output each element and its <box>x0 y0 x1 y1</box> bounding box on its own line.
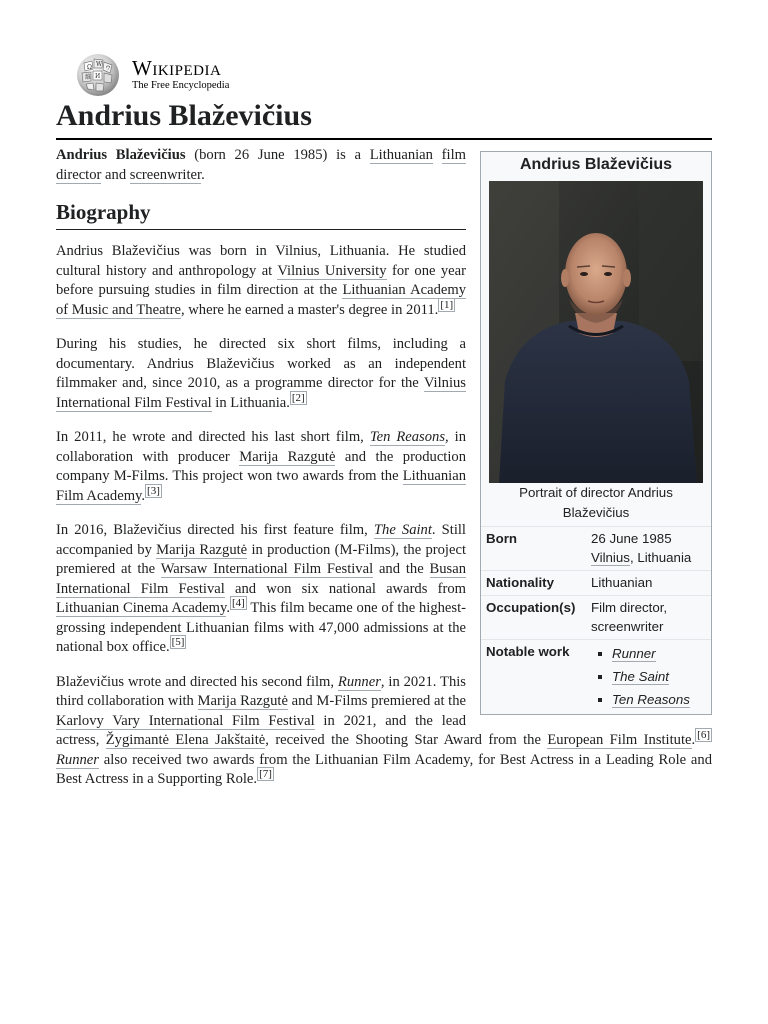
portrait-image[interactable] <box>489 181 703 483</box>
link-marija-razgute[interactable]: Marija Razgutė <box>239 448 336 465</box>
page-title: Andrius Blaževičius <box>56 98 712 140</box>
text: (born 26 June 1985) is a <box>185 147 370 163</box>
link-runner-film[interactable]: Runner <box>56 751 99 768</box>
link-lithuanian-academy-music-theatre[interactable]: Lithuanian Academy of Music and Theatre <box>56 282 466 318</box>
occupation-value: Film director, screenwriter <box>591 600 668 634</box>
notable-work-value <box>591 642 706 711</box>
text: In 2016, Blaževičius directed his first feature film, <box>56 522 374 538</box>
link-screenwriter[interactable]: screenwriter <box>129 166 202 183</box>
text: Blaževičius wrote and directed his second film, <box>56 673 338 690</box>
reference-6[interactable]: [6] <box>697 729 710 742</box>
link-vilnius-film-festival[interactable]: Vilnius International Film Festival <box>56 375 466 411</box>
notable-work-label: Notable work <box>486 644 570 659</box>
section-heading-biography: Biography <box>56 199 466 230</box>
reference-1[interactable]: [1] <box>440 298 454 311</box>
infobox <box>480 151 712 715</box>
born-value <box>591 529 706 567</box>
infobox-row-occupation <box>481 595 711 639</box>
text: and <box>101 166 130 183</box>
link-film-director[interactable]: film director <box>56 147 466 183</box>
infobox-caption: Portrait of director Andrius Blaževičius <box>519 485 673 520</box>
text: and won six national awards from <box>224 580 466 597</box>
link-ten-reasons[interactable]: Ten Reasons <box>612 692 690 707</box>
link-marija-razgute[interactable]: Marija Razgutė <box>197 693 288 709</box>
link-lithuanian-cinema-academy[interactable]: Lithuanian Cinema Academy <box>56 600 227 616</box>
text: , received the Shooting Star Award from the <box>265 732 548 748</box>
text: . <box>141 487 146 504</box>
text: also received two awards from the Lithuanian Film Academy, for Best Actress in a Leading Role and Best Actress in a Supporting Role. <box>56 751 712 787</box>
site-logo[interactable] <box>74 52 712 98</box>
text: in 2021, and the lead actress, <box>56 712 466 748</box>
link-ten-reasons-film[interactable]: Ten Reasons <box>369 429 446 445</box>
list-item <box>612 688 706 711</box>
nationality-value: Lithuanian <box>591 575 653 590</box>
link-the-saint-film[interactable]: The Saint <box>373 522 432 538</box>
reference-5[interactable]: [5] <box>171 636 185 649</box>
wikipedia-globe-icon <box>74 53 122 97</box>
subject-name: Andrius Blaževičius <box>56 147 186 163</box>
text: . <box>201 166 205 183</box>
link-the-saint[interactable]: The Saint <box>612 669 669 684</box>
text: During his studies, he directed six short films, including a documentary. Andrius Blaževičius worked as an independent filmmaker and, since 2010, as a programme director for the <box>56 336 466 391</box>
text: In 2011, he wrote and directed his last short film, <box>56 429 370 445</box>
text: in production (M-Films), the project premiered at the <box>56 541 466 577</box>
site-name: Wikipedia <box>132 56 222 81</box>
link-vilnius-university[interactable]: Vilnius University <box>277 262 387 279</box>
article-body <box>56 146 712 790</box>
svg-text:維: 維 <box>85 74 92 81</box>
link-warsaw-film-festival[interactable]: Warsaw International Film Festival <box>160 561 374 577</box>
link-karlovy-vary-film-festival[interactable]: Karlovy Vary International Film Festival <box>56 712 315 729</box>
infobox-title: Andrius Blaževičius <box>519 156 673 173</box>
reference-4[interactable]: [4] <box>232 597 245 610</box>
text: Andrius Blaževičius was born in Vilnius, Lithuania. He studied cultural history and anthropology at <box>56 243 466 279</box>
link-vilnius[interactable]: Vilnius <box>591 550 630 565</box>
link-european-film-institute[interactable]: European Film Institute <box>547 732 692 748</box>
born-label: Born <box>486 531 518 546</box>
born-place-rest: , Lithuania <box>629 550 692 565</box>
text: . Still accompanied by <box>56 522 466 558</box>
text: . <box>691 732 696 748</box>
article-page <box>56 52 712 805</box>
text <box>433 147 442 163</box>
link-zygimante-elena-jakstaite[interactable]: Žygimantė Elena Jakštaitė <box>105 732 266 748</box>
text: This film became one of the highest-grossing independent Lithuanian films with 47,000 admissions at the national box office. <box>56 600 466 655</box>
notable-work-list <box>591 642 706 711</box>
svg-text:ウ: ウ <box>105 65 112 72</box>
link-lithuanian[interactable]: Lithuanian <box>369 147 433 163</box>
svg-text:Ω: Ω <box>87 64 92 71</box>
reference-7[interactable]: [7] <box>259 768 272 781</box>
born-date: 26 June 1985 <box>591 531 672 546</box>
text: and the <box>373 561 430 577</box>
link-runner-film[interactable]: Runner <box>337 673 381 690</box>
infobox-row-notable-work <box>481 639 711 714</box>
text: and the production company M-Films. This project won two awards from the <box>56 448 466 484</box>
list-item <box>612 642 706 665</box>
reference-2[interactable]: [2] <box>291 391 305 404</box>
svg-text:И: И <box>95 73 101 80</box>
link-busan-film-festival[interactable]: Busan International Film Festival <box>56 561 466 597</box>
wordmark <box>132 58 229 92</box>
link-lithuanian-film-academy[interactable]: Lithuanian Film Academy <box>56 468 466 504</box>
reference-3[interactable]: [3] <box>147 484 160 497</box>
infobox-row-born <box>481 526 711 570</box>
text: . <box>226 600 231 616</box>
link-runner[interactable]: Runner <box>612 646 656 661</box>
svg-text:W: W <box>96 61 103 68</box>
text: , where he earned a master's degree in 2011. <box>180 301 439 318</box>
link-marija-razgute[interactable]: Marija Razgutė <box>156 541 248 558</box>
infobox-row-nationality <box>481 570 711 595</box>
occupation-label: Occupation(s) <box>486 600 576 615</box>
text: for one year before pursuing studies in film direction at the <box>56 262 466 298</box>
nationality-label: Nationality <box>486 575 554 590</box>
text: , in collaboration with producer <box>56 429 466 465</box>
text: and M-Films premiered at the <box>287 693 467 709</box>
list-item <box>612 665 706 688</box>
text: in Lithuania. <box>211 394 290 411</box>
text: , in 2021. This third collaboration with <box>56 673 466 709</box>
site-tagline: The Free Encyclopedia <box>132 80 230 92</box>
